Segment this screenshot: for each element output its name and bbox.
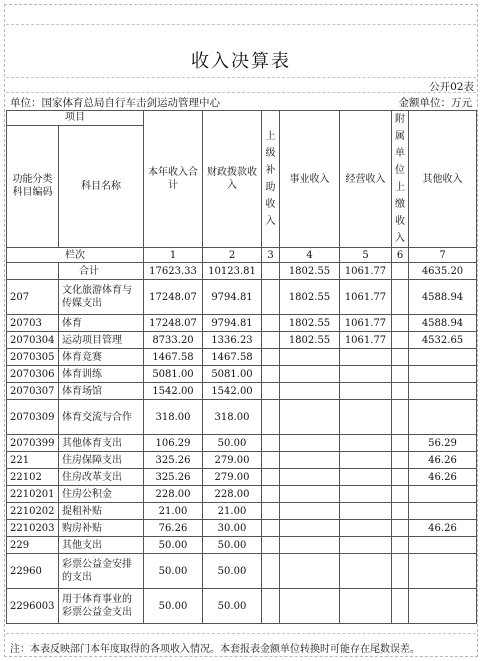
header-affiliated: 附属单位上缴收入 <box>392 111 409 248</box>
affiliated-cell <box>392 554 409 589</box>
superior-cell <box>262 554 280 589</box>
operating-cell <box>340 537 392 554</box>
affiliated-cell <box>392 263 409 280</box>
table-row <box>7 554 477 589</box>
total-cell: 17248.07 <box>144 280 203 315</box>
total-cell: 8733.20 <box>144 332 203 349</box>
code-cell: 2210202 <box>7 503 59 520</box>
code-cell: 2070307 <box>7 383 59 400</box>
name-cell: 住房公积金 <box>59 486 144 503</box>
name-cell: 住房保障支出 <box>59 452 144 469</box>
total-cell: 50.00 <box>144 537 203 554</box>
table-body <box>7 263 477 624</box>
name-cell: 文化旅游体育与传媒支出 <box>59 280 144 315</box>
fiscal-cell: 279.00 <box>203 452 262 469</box>
total-cell: 228.00 <box>144 486 203 503</box>
table-row <box>7 366 477 383</box>
operating-cell <box>340 520 392 537</box>
other-cell: 4588.94 <box>409 280 477 315</box>
business-cell <box>280 400 340 435</box>
fiscal-cell: 279.00 <box>203 469 262 486</box>
total-cell: 5081.00 <box>144 366 203 383</box>
affiliated-cell <box>392 537 409 554</box>
code-cell: 221 <box>7 452 59 469</box>
name-cell: 其他支出 <box>59 537 144 554</box>
superior-cell <box>262 263 280 280</box>
table-row <box>7 589 477 624</box>
superior-cell <box>262 349 280 366</box>
divider <box>6 92 476 93</box>
table-row <box>7 315 477 332</box>
total-cell: 76.26 <box>144 520 203 537</box>
fiscal-cell: 50.00 <box>203 554 262 589</box>
operating-cell: 1061.77 <box>340 263 392 280</box>
business-cell <box>280 366 340 383</box>
table-row <box>7 486 477 503</box>
column-number: 6 <box>392 248 409 263</box>
other-cell: 46.26 <box>409 469 477 486</box>
table-row <box>7 263 477 280</box>
table-row <box>7 469 477 486</box>
superior-cell <box>262 383 280 400</box>
total-cell: 17248.07 <box>144 315 203 332</box>
code-cell: 22960 <box>7 554 59 589</box>
operating-cell <box>340 503 392 520</box>
name-cell: 其他体育支出 <box>59 435 144 452</box>
code-cell: 2070309 <box>7 400 59 435</box>
operating-cell: 1061.77 <box>340 315 392 332</box>
affiliated-cell <box>392 589 409 624</box>
operating-cell <box>340 435 392 452</box>
column-number: 1 <box>144 248 203 263</box>
fiscal-cell: 318.00 <box>203 400 262 435</box>
operating-cell <box>340 400 392 435</box>
total-cell: 1542.00 <box>144 383 203 400</box>
total-cell: 50.00 <box>144 589 203 624</box>
column-number: 5 <box>340 248 392 263</box>
form-number: 公开02表 <box>429 81 474 93</box>
affiliated-cell <box>392 503 409 520</box>
code-cell: 207 <box>7 280 59 315</box>
table-row <box>7 503 477 520</box>
superior-cell <box>262 469 280 486</box>
affiliated-cell <box>392 486 409 503</box>
fiscal-cell: 50.00 <box>203 537 262 554</box>
superior-cell <box>262 435 280 452</box>
fiscal-cell: 1336.23 <box>203 332 262 349</box>
other-cell <box>409 537 477 554</box>
header-operating: 经营收入 <box>340 111 392 248</box>
other-cell <box>409 349 477 366</box>
divider <box>6 633 476 634</box>
name-cell: 用于体育事业的彩票公益金支出 <box>59 589 144 624</box>
total-cell: 1467.58 <box>144 349 203 366</box>
name-cell: 体育 <box>59 315 144 332</box>
affiliated-cell <box>392 349 409 366</box>
other-cell: 4588.94 <box>409 315 477 332</box>
operating-cell <box>340 452 392 469</box>
affiliated-cell <box>392 435 409 452</box>
header-business: 事业收入 <box>280 111 340 248</box>
business-cell: 1802.55 <box>280 315 340 332</box>
operating-cell <box>340 554 392 589</box>
business-cell <box>280 503 340 520</box>
business-cell <box>280 589 340 624</box>
table-row <box>7 383 477 400</box>
business-cell <box>280 554 340 589</box>
superior-cell <box>262 486 280 503</box>
report-title: 收入决算表 <box>191 51 291 72</box>
business-cell <box>280 520 340 537</box>
header-name: 科目名称 <box>59 125 144 247</box>
name-cell: 体育竞赛 <box>59 349 144 366</box>
business-cell <box>280 537 340 554</box>
operating-cell <box>340 589 392 624</box>
business-cell <box>280 486 340 503</box>
business-cell <box>280 383 340 400</box>
code-cell: 22102 <box>7 469 59 486</box>
money-unit: 金额单位：万元 <box>398 97 472 109</box>
name-cell: 合计 <box>59 263 144 280</box>
code-cell <box>7 263 59 280</box>
code-cell: 2070305 <box>7 349 59 366</box>
income-table <box>6 110 477 624</box>
affiliated-cell <box>392 400 409 435</box>
name-cell: 提租补贴 <box>59 503 144 520</box>
operating-cell: 1061.77 <box>340 332 392 349</box>
header-project: 项目 <box>7 111 144 126</box>
code-cell: 229 <box>7 537 59 554</box>
superior-cell <box>262 332 280 349</box>
business-cell: 1802.55 <box>280 332 340 349</box>
total-cell: 106.29 <box>144 435 203 452</box>
name-cell: 运动项目管理 <box>59 332 144 349</box>
name-cell: 体育训练 <box>59 366 144 383</box>
total-cell: 17623.33 <box>144 263 203 280</box>
fiscal-cell: 5081.00 <box>203 366 262 383</box>
other-cell: 56.29 <box>409 435 477 452</box>
business-cell <box>280 435 340 452</box>
table-row <box>7 280 477 315</box>
column-index-label: 栏次 <box>7 248 144 263</box>
total-cell: 50.00 <box>144 554 203 589</box>
fiscal-cell: 228.00 <box>203 486 262 503</box>
table-row <box>7 349 477 366</box>
table-row <box>7 332 477 349</box>
fiscal-cell: 30.00 <box>203 520 262 537</box>
fiscal-cell: 50.00 <box>203 435 262 452</box>
superior-cell <box>262 280 280 315</box>
operating-cell <box>340 469 392 486</box>
name-cell: 购房补贴 <box>59 520 144 537</box>
fiscal-cell: 9794.81 <box>203 315 262 332</box>
fiscal-cell: 21.00 <box>203 503 262 520</box>
name-cell: 体育交流与合作 <box>59 400 144 435</box>
other-cell: 46.26 <box>409 520 477 537</box>
business-cell <box>280 469 340 486</box>
column-number: 2 <box>203 248 262 263</box>
business-cell <box>280 349 340 366</box>
affiliated-cell <box>392 452 409 469</box>
superior-cell <box>262 452 280 469</box>
column-index-row <box>7 248 477 263</box>
code-cell: 2296003 <box>7 589 59 624</box>
business-cell: 1802.55 <box>280 280 340 315</box>
code-cell: 20703 <box>7 315 59 332</box>
fiscal-cell: 9794.81 <box>203 280 262 315</box>
superior-cell <box>262 400 280 435</box>
other-cell: 4635.20 <box>409 263 477 280</box>
other-cell <box>409 554 477 589</box>
operating-cell <box>340 366 392 383</box>
superior-cell <box>262 503 280 520</box>
column-number: 3 <box>262 248 280 263</box>
code-cell: 2070306 <box>7 366 59 383</box>
code-cell: 2070304 <box>7 332 59 349</box>
affiliated-cell <box>392 332 409 349</box>
reporting-unit: 单位：国家体育总局自行车击剑运动管理中心 <box>10 97 220 109</box>
operating-cell: 1061.77 <box>340 280 392 315</box>
name-cell: 住房改革支出 <box>59 469 144 486</box>
business-cell: 1802.55 <box>280 263 340 280</box>
table-row <box>7 452 477 469</box>
name-cell: 彩票公益金安排的支出 <box>59 554 144 589</box>
other-cell: 46.26 <box>409 452 477 469</box>
total-cell: 318.00 <box>144 400 203 435</box>
superior-cell <box>262 537 280 554</box>
column-number: 7 <box>409 248 477 263</box>
code-cell: 2070399 <box>7 435 59 452</box>
footnote: 注：本表反映部门本年度取得的各项收入情况。本套报表金额单位转换时可能存在尾数误差。 <box>10 644 420 655</box>
affiliated-cell <box>392 383 409 400</box>
other-cell: 4532.65 <box>409 332 477 349</box>
fiscal-cell: 1467.58 <box>203 349 262 366</box>
other-cell <box>409 503 477 520</box>
code-cell: 2210201 <box>7 486 59 503</box>
column-number: 4 <box>280 248 340 263</box>
total-cell: 325.26 <box>144 469 203 486</box>
business-cell <box>280 452 340 469</box>
other-cell <box>409 400 477 435</box>
operating-cell <box>340 349 392 366</box>
fiscal-cell: 50.00 <box>203 589 262 624</box>
table-row <box>7 435 477 452</box>
other-cell <box>409 383 477 400</box>
header-fiscal: 财政拨款收入 <box>203 111 262 248</box>
header-code: 功能分类科目编码 <box>7 125 59 247</box>
total-cell: 325.26 <box>144 452 203 469</box>
superior-cell <box>262 589 280 624</box>
table-row <box>7 520 477 537</box>
name-cell: 体育场馆 <box>59 383 144 400</box>
other-cell <box>409 486 477 503</box>
fiscal-cell: 10123.81 <box>203 263 262 280</box>
superior-cell <box>262 315 280 332</box>
other-cell <box>409 366 477 383</box>
affiliated-cell <box>392 315 409 332</box>
affiliated-cell <box>392 520 409 537</box>
header-total: 本年收入合计 <box>144 111 203 248</box>
code-cell: 2210203 <box>7 520 59 537</box>
superior-cell <box>262 520 280 537</box>
operating-cell <box>340 383 392 400</box>
total-cell: 21.00 <box>144 503 203 520</box>
operating-cell <box>340 486 392 503</box>
table-row <box>7 400 477 435</box>
affiliated-cell <box>392 469 409 486</box>
superior-cell <box>262 366 280 383</box>
fiscal-cell: 1542.00 <box>203 383 262 400</box>
header-other: 其他收入 <box>409 111 477 248</box>
affiliated-cell <box>392 280 409 315</box>
table-row <box>7 537 477 554</box>
affiliated-cell <box>392 366 409 383</box>
other-cell <box>409 589 477 624</box>
header-superior: 上级补助收入 <box>262 111 280 248</box>
